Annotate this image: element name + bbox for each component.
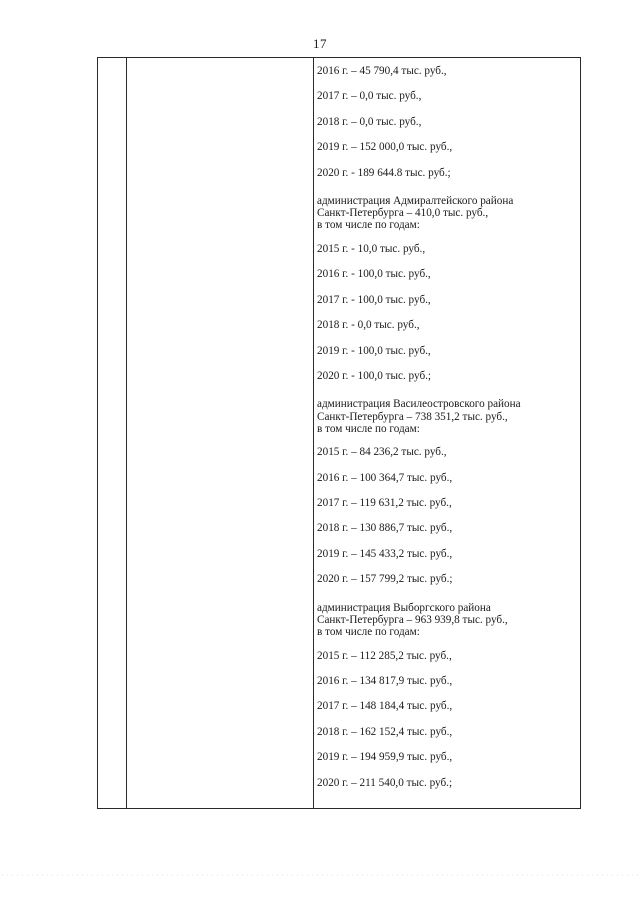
vasileostrovsky-district-header (317, 395, 577, 446)
funding-line: 2019 г. – 145 433,2 тыс. руб., (317, 547, 453, 560)
admiralteysky-district-header (317, 192, 577, 243)
funding-line: 2019 г. – 152 000,0 тыс. руб., (317, 141, 453, 154)
column-divider-1 (126, 58, 127, 808)
funding-line: 2017 г. – 119 631,2 тыс. руб., (317, 497, 452, 510)
scan-artifact (0, 872, 640, 878)
funding-line: 2015 г. – 112 285,2 тыс. руб., (317, 649, 452, 662)
funding-line: 2017 г. - 100,0 тыс. руб., (317, 293, 431, 306)
funding-line: 2020 г. - 100,0 тыс. руб.; (317, 369, 432, 382)
block-header-line: Санкт-Петербурга – 738 351,2 тыс. руб., (317, 410, 508, 423)
page-number: 17 (313, 36, 327, 51)
funding-line: 2016 г. - 100,0 тыс. руб., (317, 268, 431, 281)
funding-line: 2018 г. - 0,0 тыс. руб., (317, 319, 420, 332)
block-header-line: в том числе по годам: (317, 626, 420, 639)
funding-line: 2017 г. – 0,0 тыс. руб., (317, 90, 422, 103)
funding-line: 2015 г. – 84 236,2 тыс. руб., (317, 446, 447, 459)
funding-line: 2017 г. – 148 184,4 тыс. руб., (317, 700, 453, 713)
block-header-line: в том числе по годам: (317, 219, 420, 232)
funding-line: 2016 г. – 134 817,9 тыс. руб., (317, 675, 453, 688)
block-header-line: в том числе по годам: (317, 422, 420, 435)
funding-line: 2020 г. – 211 540,0 тыс. руб.; (317, 776, 453, 789)
block-header-line: Санкт-Петербурга – 410,0 тыс. руб., (317, 207, 489, 220)
funding-line: 2020 г. - 189 644.8 тыс. руб.; (317, 166, 451, 179)
funding-line: 2019 г. - 100,0 тыс. руб., (317, 344, 431, 357)
funding-line: 2018 г. – 0,0 тыс. руб., (317, 115, 422, 128)
block-header-line: администрация Выборгского района (317, 601, 491, 614)
funding-line: 2016 г. – 100 364,7 тыс. руб., (317, 471, 453, 484)
block-header-line: Санкт-Петербурга – 963 939,8 тыс. руб., (317, 613, 508, 626)
funding-line: 2018 г. – 162 152,4 тыс. руб., (317, 725, 453, 738)
program-table (97, 57, 581, 809)
funding-column (317, 65, 577, 802)
funding-line: 2019 г. – 194 959,9 тыс. руб., (317, 751, 453, 764)
funding-line: 2018 г. – 130 886,7 тыс. руб., (317, 522, 453, 535)
column-divider-2 (313, 58, 314, 808)
funding-line: 2016 г. – 45 790,4 тыс. руб., (317, 65, 447, 77)
funding-line: 2020 г. – 157 799,2 тыс. руб.; (317, 573, 453, 586)
block-header-line: администрация Василеостровского района (317, 398, 521, 411)
funding-line: 2015 г. - 10,0 тыс. руб., (317, 242, 426, 255)
block-header-line: администрация Адмиралтейского района (317, 194, 514, 207)
vyborgsky-district-header (317, 599, 577, 650)
